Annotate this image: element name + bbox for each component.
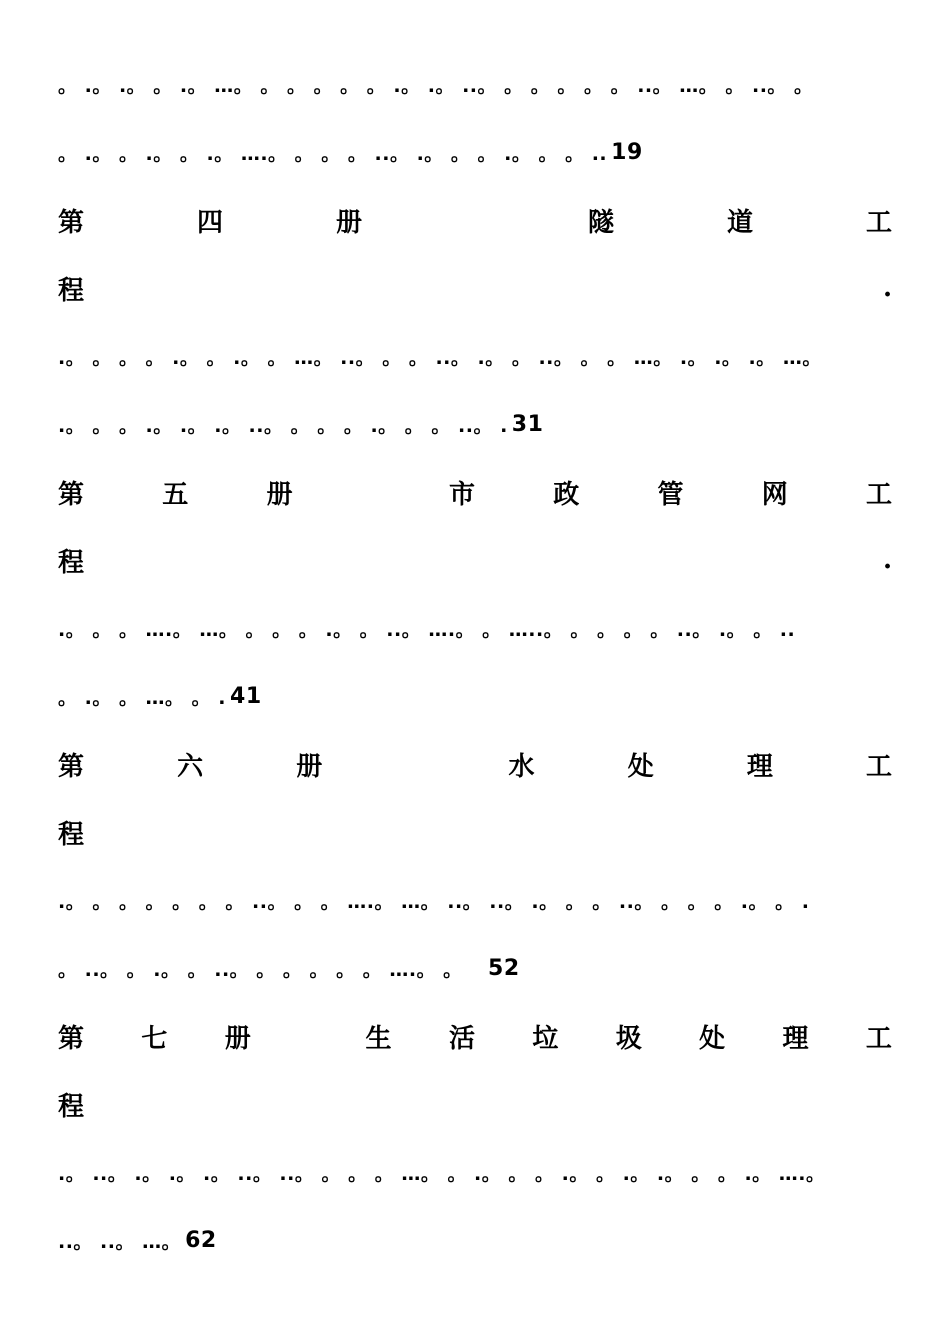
page-number: 19 <box>611 139 643 165</box>
title-continuation: 程 . <box>58 273 892 306</box>
leader-line-with-page: ..。 ..。 …。 62 <box>58 1227 217 1253</box>
page-number: 62 <box>185 1227 217 1253</box>
leader-line: .。 。 。 。 .。 。 .。 。 …。 ..。 。 。 ..。 .。 。 ..。 。 。 …。 .。 .。 .。 …。 <box>58 346 822 369</box>
title-continuation: 程 <box>58 819 85 850</box>
leader-line: .。 。 。 。 。 。 。 ..。 。 。 ….。 …。 ..。 ..。 .。 。 。 ..。 。 。 。 .。 。 . <box>58 890 810 913</box>
leader-line-with-page: .。 。 。 .。 .。 .。 ..。 。 。 。 .。 。 。 ..。 . 31 <box>58 411 544 437</box>
toc-title-line[interactable]: 第 四 册 隧 道 工 <box>58 207 892 238</box>
toc-title-line[interactable]: 第 六 册 水 处 理 工 <box>58 751 892 782</box>
toc-title-line[interactable]: 第 五 册 市 政 管 网 工 <box>58 479 892 510</box>
title-continuation: 程 . <box>58 545 892 578</box>
leader-line-with-page: 。 .。 。 .。 。 .。 ….。 。 。 。 ..。 .。 。 。 .。 。 。 .. 19 <box>58 139 643 165</box>
toc-page <box>58 50 892 1274</box>
toc-title-line[interactable]: 第 七 册 生 活 垃 圾 处 理 工 <box>58 1023 892 1054</box>
leader-line-with-page: 。 ..。 。 .。 。 ..。 。 。 。 。 。 ….。 。 52 <box>58 955 520 981</box>
leader-line: .。 。 。 ….。 …。 。 。 。 .。 。 ..。 ….。 。 …..。 。 。 。 。 ..。 .。 。 .. <box>58 618 796 641</box>
leader-line-with-page: 。 .。 。 …。 。 . 41 <box>58 683 262 709</box>
leader-line: .。 ..。 .。 .。 .。 ..。 ..。 。 。 。 …。 。 .。 。 。 .。 。 .。 .。 。 。 .。 ….。 <box>58 1162 826 1185</box>
title-continuation: 程 <box>58 1091 85 1122</box>
page-number: 41 <box>230 683 262 709</box>
leader-line: 。 .。 .。 。 .。 …。 。 。 。 。 。 .。 .。 ..。 。 。 。 。 。 ..。 …。 。 ..。 。 <box>58 74 814 97</box>
page-number: 52 <box>488 955 520 981</box>
page-number: 31 <box>511 411 544 437</box>
